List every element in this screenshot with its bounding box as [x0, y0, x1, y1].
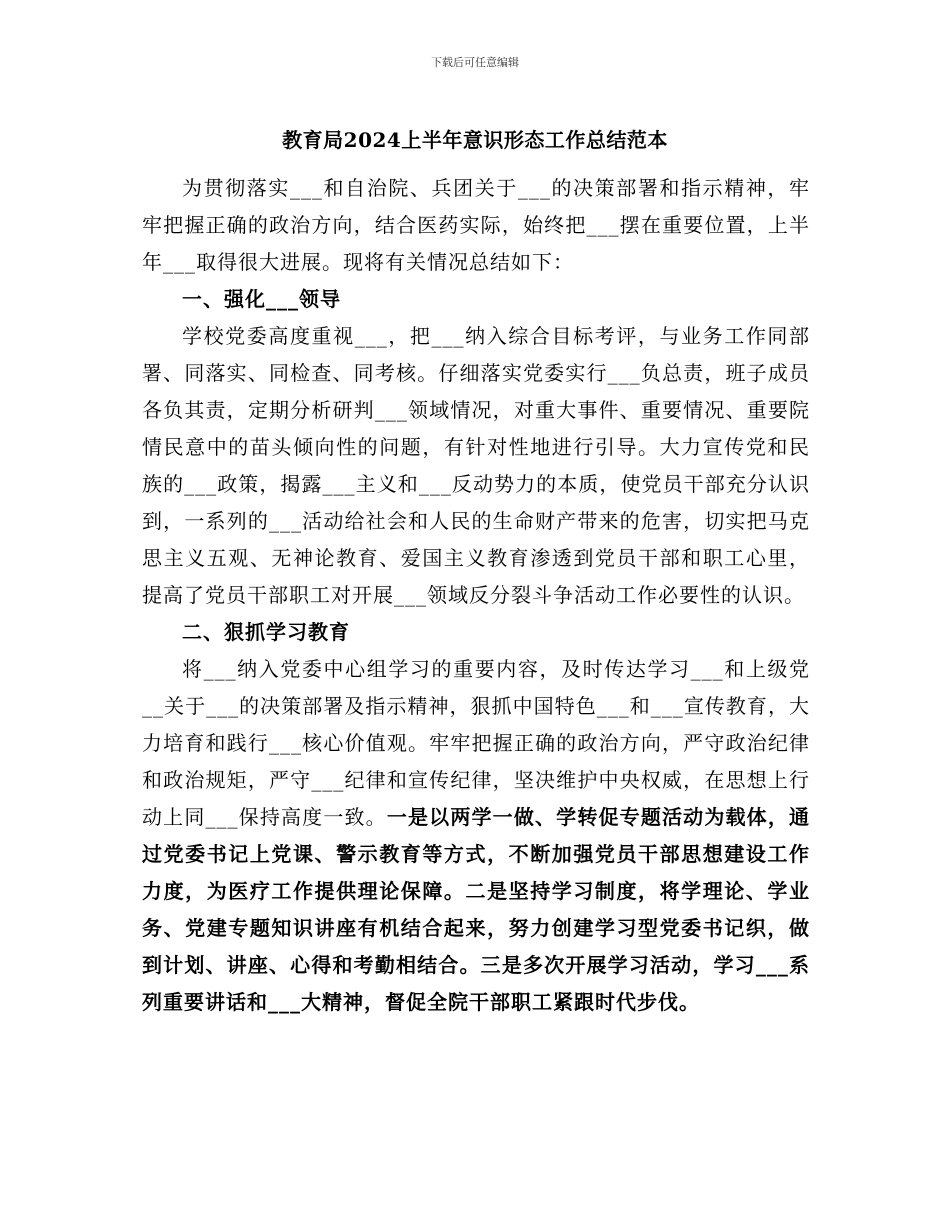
section-1-heading: 一、强化___领导 [182, 287, 341, 311]
document-body [142, 170, 810, 1021]
section-2-body-plain: 将___纳入党委中心组学习的重要内容，及时传达学习___和上级党__关于___的决策部署及指示精神，狠抓中国特色___和___宣传教育，大力培育和践行___核心价值观。牢牢把握正确的政治方向，严守政治纪律和政治规矩，严守___纪律和宣传纪律，坚决维护中央权威，在思想上行动上同___保持高度一致。 [142, 657, 810, 829]
document-title: 教育局2024上半年意识形态工作总结范本 [282, 128, 668, 152]
section-2-body-bold: 一是以两学一做、学转促专题活动为载体，通过党委书记上党课、警示教育等方式，不断加强党员干部思想建设工作力度，为医疗工作提供理论保障。二是坚持学习制度，将学理论、学业务、党建专题知识讲座有机结合起来，努力创建学习型党委书记织，做到计划、讲座、心得和考勤相结合。三是多次开展学习活动，学习___系列重要讲话和___大精神，督促全院干部职工紧跟时代步伐。 [142, 805, 811, 1014]
intro-paragraph: 为贯彻落实___和自治院、兵团关于___的决策部署和指示精神，牢牢把握正确的政治方向，结合医药实际，始终把___摆在重要位置，上半年___取得很大进展。现将有关情况总结如下： [142, 176, 810, 274]
section-2-heading: 二、狠抓学习教育 [182, 620, 350, 644]
header-note: 下载后可任意编辑 [431, 56, 519, 69]
section-1-body: 学校党委高度重视___，把___纳入综合目标考评，与业务工作同部署、同落实、同检查、同考核。仔细落实党委实行___负总责，班子成员各负其责，定期分析研判___领域情况，对重大事件、重要情况、重要院情民意中的苗头倾向性的问题，有针对性地进行引导。大力宣传党和民族的___政策，揭露___主义和___反动势力的本质，使党员干部充分认识到，一系列的___活动给社会和人民的生命财产带来的危害，切实把马克思主义五观、无神论教育、爱国主义教育渗透到党员干部和职工心里，提高了党员干部职工对开展___领域反分裂斗争活动工作必要性的认识。 [142, 324, 810, 607]
section-2-body [142, 651, 810, 1021]
